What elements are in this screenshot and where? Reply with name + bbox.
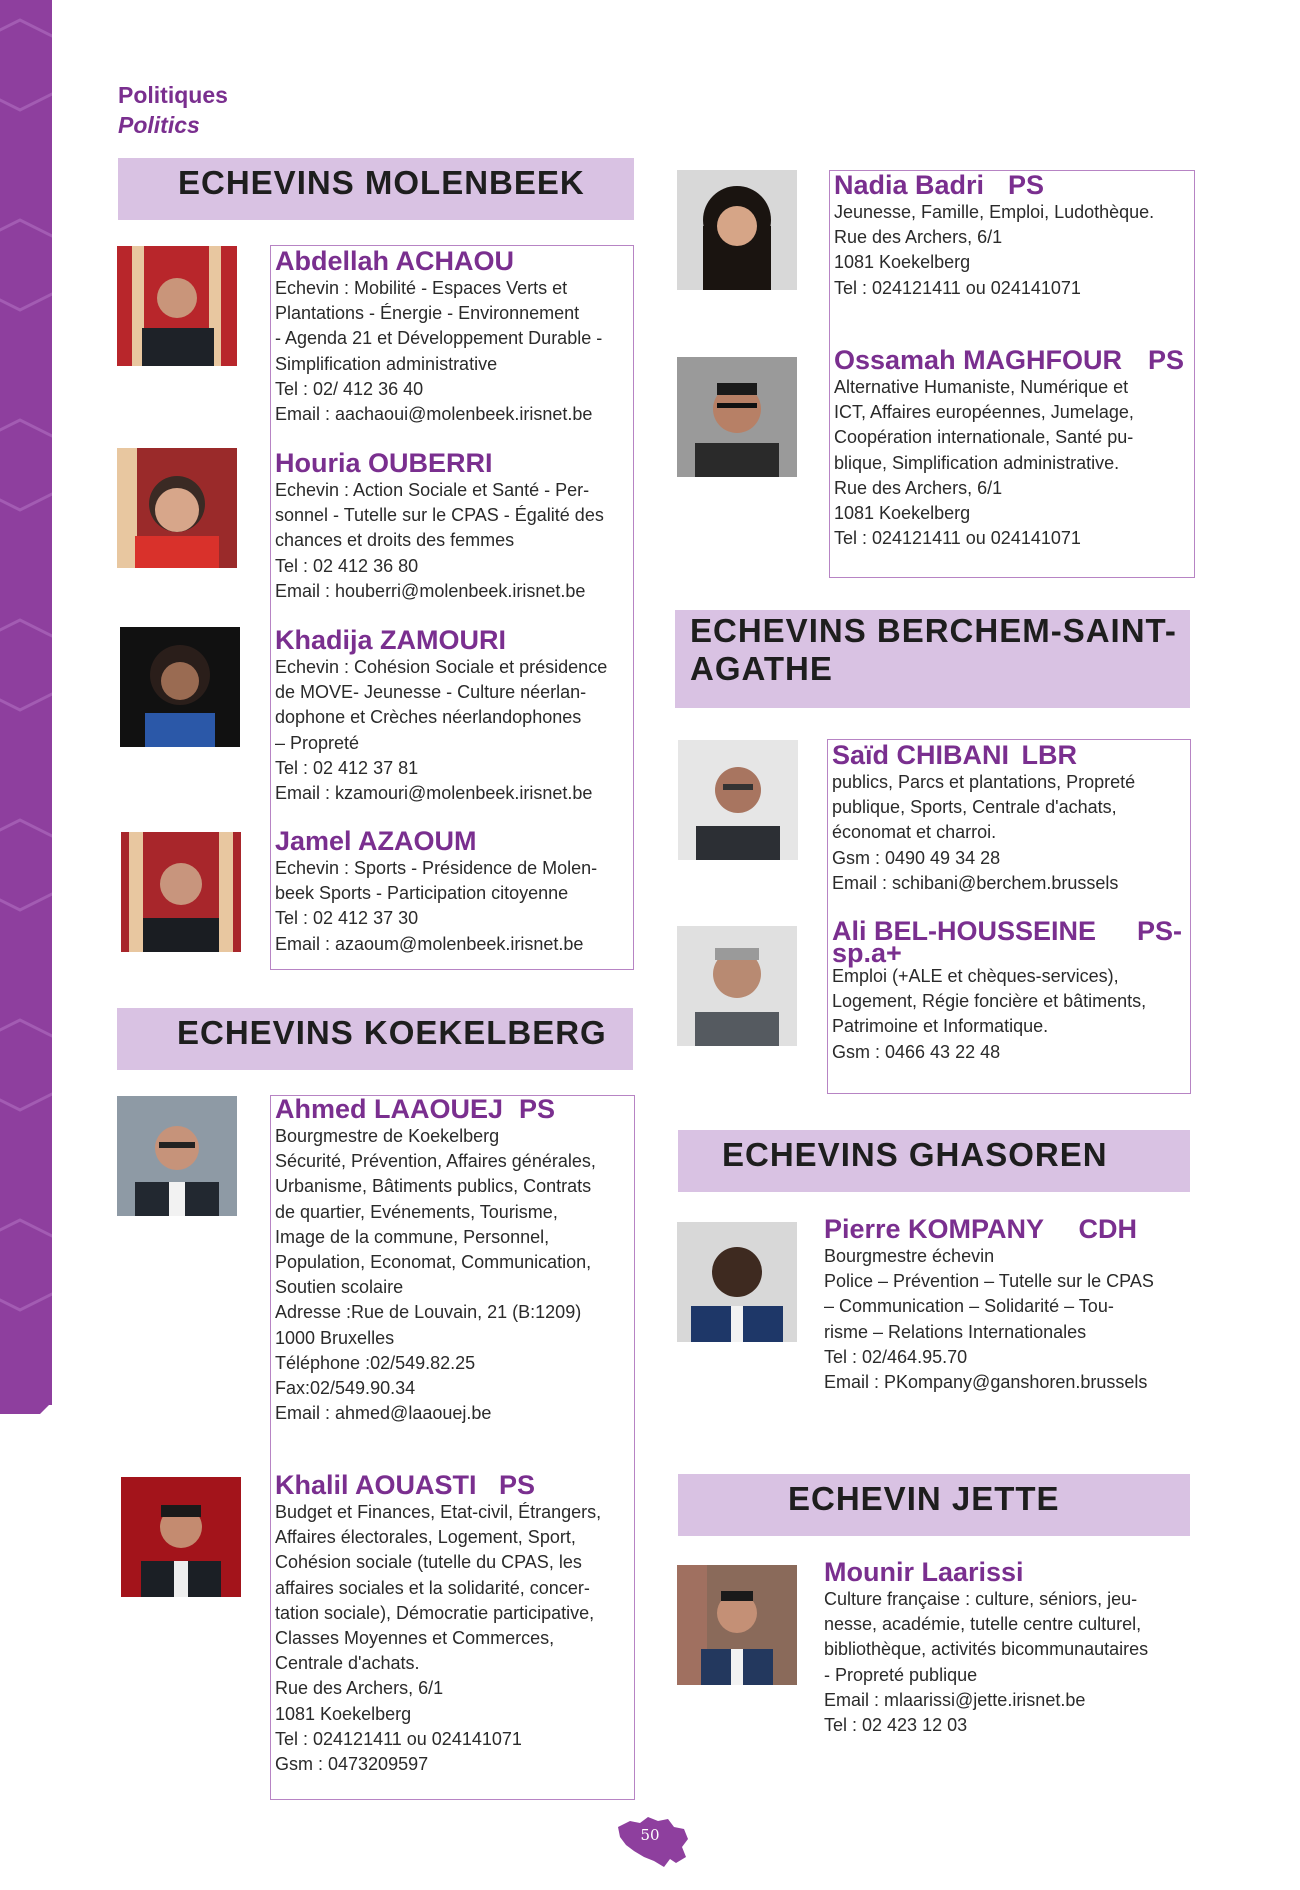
entry-ossamah-maghfour — [834, 345, 1190, 551]
detail-line: Patrimoine et Informatique. — [832, 1016, 1049, 1037]
phone: Tel : 02/ 412 36 40 — [275, 378, 424, 399]
entry-houria-ouberri — [275, 448, 630, 604]
detail-line: nesse, académie, tutelle centre culturel, — [824, 1614, 1142, 1635]
person-name: Houria OUBERRI — [275, 448, 493, 478]
detail-line: Plantations - Énergie - Environnement — [275, 303, 580, 324]
detail-line: Affaires électorales, Logement, Sport, — [275, 1527, 576, 1548]
detail-line: publics, Parcs et plantations, Propreté — [832, 772, 1136, 792]
address: Rue des Archers, 6/1 — [275, 1678, 444, 1699]
email[interactable]: Email : azaoum@molenbeek.irisnet.be — [275, 933, 584, 954]
entry-said-chibani — [832, 740, 1188, 896]
mobile: Gsm : 0466 43 22 48 — [832, 1041, 1001, 1062]
email[interactable]: Email : kzamouri@molenbeek.irisnet.be — [275, 783, 593, 804]
phone: Tel : 02 412 37 30 — [275, 908, 419, 929]
entry-pierre-kompany — [824, 1214, 1190, 1395]
section-title: ECHEVINS BERCHEM-SAINT- — [690, 612, 1177, 649]
phone: Tel : 024121411 ou 024141071 — [834, 277, 1081, 298]
detail-line: publique, Sports, Centrale d'achats, — [832, 797, 1117, 818]
person-name: Pierre KOMPANY — [824, 1214, 1045, 1244]
photo-ahmed-laaouej — [117, 1096, 237, 1216]
detail-line: Bourgmestre de Koekelberg — [275, 1126, 500, 1146]
email[interactable]: Email : aachaoui@molenbeek.irisnet.be — [275, 404, 593, 425]
photo-houria-ouberri — [117, 448, 237, 568]
person-name: Abdellah ACHAOU — [275, 246, 515, 276]
person-name: Ali BEL-HOUSSEINE — [832, 916, 1097, 946]
detail-line: – Propreté — [275, 732, 360, 753]
detail-line: Soutien scolaire — [275, 1277, 404, 1298]
photo-said-chibani — [678, 740, 798, 860]
detail-line: dophone et Crèches néerlandophones — [275, 707, 582, 728]
mobile: Gsm : 0490 49 34 28 — [832, 847, 1001, 868]
detail-line: ICT, Affaires européennes, Jumelage, — [834, 402, 1134, 423]
party-label: LBR — [1021, 740, 1077, 770]
phone: Tel : 02 412 36 80 — [275, 555, 419, 576]
phone: Tel : 024121411 ou 024141071 — [834, 528, 1081, 549]
person-name: Khadija ZAMOURI — [275, 625, 507, 655]
person-name: Nadia Badri — [834, 170, 985, 200]
phone: Téléphone :02/549.82.25 — [275, 1352, 476, 1373]
party-label: PS — [1007, 170, 1044, 200]
detail-line: - Propreté publique — [824, 1664, 978, 1685]
email[interactable]: Email : houberri@molenbeek.irisnet.be — [275, 580, 586, 601]
detail-line: tation sociale), Démocratie participative, — [275, 1602, 595, 1623]
address: Rue des Archers, 6/1 — [834, 477, 1003, 498]
detail-line: risme – Relations Internationales — [824, 1321, 1087, 1342]
detail-line: – Communication – Solidarité – Tou- — [824, 1296, 1114, 1317]
detail-line: Classes Moyennes et Commerces, — [275, 1628, 555, 1649]
email[interactable]: Email : ahmed@laaouej.be — [275, 1403, 492, 1424]
detail-line: blique, Simplification administrative. — [834, 452, 1120, 473]
sidebar-stripe — [0, 0, 52, 1405]
phone: Tel : 024121411 ou 024141071 — [275, 1728, 522, 1749]
entry-nadia-badri — [834, 170, 1190, 301]
photo-jamel-azaoum — [121, 832, 241, 952]
person-name: Ahmed LAAOUEJ — [275, 1094, 504, 1124]
detail-line: Coopération internationale, Santé pu- — [834, 427, 1134, 448]
photo-pierre-kompany — [677, 1222, 797, 1342]
detail-line: Jeunesse, Famille, Emploi, Ludothèque. — [834, 202, 1155, 222]
detail-line: Echevin : Action Sociale et Santé - Per- — [275, 480, 590, 500]
entry-ahmed-laaouej — [275, 1094, 631, 1426]
section-title: ECHEVINS MOLENBEEK — [178, 164, 585, 201]
address: Adresse :Rue de Louvain, 21 (B:1209) — [275, 1302, 582, 1323]
detail-line: économat et charroi. — [832, 822, 997, 843]
phone: Tel : 02/464.95.70 — [824, 1346, 968, 1367]
detail-line: sonnel - Tutelle sur le CPAS - Égalité des — [275, 505, 604, 526]
email[interactable]: Email : PKompany@ganshoren.brussels — [824, 1372, 1148, 1393]
entry-khalil-aouasti — [275, 1470, 631, 1777]
party-label: PS- — [1136, 916, 1182, 946]
photo-mounir-laarissi — [677, 1565, 797, 1685]
party-label: PS — [518, 1094, 555, 1124]
section-banner-molenbeek — [118, 158, 634, 220]
address: 1081 Koekelberg — [275, 1703, 412, 1724]
section-banner-koekelberg — [117, 1008, 633, 1070]
section-title: ECHEVINS GHASOREN — [722, 1136, 1108, 1173]
detail-line: - Agenda 21 et Développement Durable - — [275, 328, 603, 349]
hexagon-pattern — [0, 0, 52, 1405]
entry-abdellah-achaou — [275, 246, 630, 427]
detail-line: de MOVE- Jeunesse - Culture néerlan- — [275, 682, 587, 703]
phone: Tel : 02 423 12 03 — [824, 1715, 968, 1736]
detail-line: Emploi (+ALE et chèques-services), — [832, 966, 1119, 986]
detail-line: Echevin : Mobilité - Espaces Verts et — [275, 278, 568, 298]
section-banner-jette — [678, 1474, 1190, 1536]
detail-line: Alternative Humaniste, Numérique et — [834, 377, 1129, 397]
person-name: Ossamah MAGHFOUR — [834, 345, 1123, 375]
category-fr: Politiques — [118, 82, 228, 108]
person-name: Jamel AZAOUM — [275, 826, 477, 856]
detail-line: bibliothèque, activités bicommunautaires — [824, 1639, 1149, 1660]
detail-line: Population, Economat, Communication, — [275, 1252, 592, 1273]
detail-line: Logement, Régie foncière et bâtiments, — [832, 991, 1147, 1012]
address: Rue des Archers, 6/1 — [834, 227, 1003, 248]
detail-line: Police – Prévention – Tutelle sur le CPAS — [824, 1271, 1154, 1292]
detail-line: Culture française : culture, séniors, jeu- — [824, 1589, 1138, 1609]
detail-line: Echevin : Cohésion Sociale et présidence — [275, 657, 608, 677]
detail-line: de quartier, Evénements, Tourisme, — [275, 1201, 558, 1222]
person-name: Khalil AOUASTI — [275, 1470, 477, 1500]
section-title: ECHEVIN JETTE — [788, 1480, 1060, 1517]
mobile: Gsm : 0473209597 — [275, 1754, 429, 1775]
photo-ali-bel-housseine — [677, 926, 797, 1046]
entry-khadija-zamouri — [275, 625, 630, 806]
detail-line: Urbanisme, Bâtiments publics, Contrats — [275, 1176, 592, 1197]
detail-line: Budget et Finances, Etat-civil, Étrangers, — [275, 1502, 602, 1522]
section-banner-berchem — [675, 610, 1190, 708]
party-label: CDH — [1078, 1214, 1137, 1244]
detail-line: Centrale d'achats. — [275, 1653, 420, 1674]
page-number: 50 — [640, 1826, 660, 1844]
party-label: sp.a+ — [832, 938, 902, 968]
person-name: Saïd CHIBANI — [832, 740, 1010, 770]
detail-line: Cohésion sociale (tutelle du CPAS, les — [275, 1552, 582, 1573]
address: 1081 Koekelberg — [834, 503, 971, 524]
detail-line: affaires sociales et la solidarité, concer- — [275, 1577, 590, 1598]
entry-mounir-laarissi — [824, 1557, 1190, 1738]
sidebar-corner — [0, 1400, 52, 1414]
email[interactable]: Email : mlaarissi@jette.irisnet.be — [824, 1689, 1086, 1710]
address: 1000 Bruxelles — [275, 1327, 395, 1348]
detail-line: Simplification administrative — [275, 353, 498, 374]
detail-line: Sécurité, Prévention, Affaires générales, — [275, 1151, 596, 1172]
section-title: ECHEVINS KOEKELBERG — [177, 1014, 607, 1051]
category-header — [118, 80, 228, 140]
photo-nadia-badri — [677, 170, 797, 290]
section-banner-ghasoren — [678, 1130, 1190, 1192]
detail-line: Bourgmestre échevin — [824, 1246, 995, 1266]
photo-abdellah-achaou — [117, 246, 237, 366]
photo-khadija-zamouri — [120, 627, 240, 747]
category-en: Politics — [118, 112, 200, 138]
fax: Fax:02/549.90.34 — [275, 1378, 416, 1399]
party-label: PS — [1147, 345, 1184, 375]
person-name: Mounir Laarissi — [824, 1557, 1024, 1587]
entry-ali-bel-housseine — [832, 916, 1188, 1065]
address: 1081 Koekelberg — [834, 252, 971, 273]
detail-line: Image de la commune, Personnel, — [275, 1226, 550, 1247]
detail-line: chances et droits des femmes — [275, 530, 515, 551]
email[interactable]: Email : schibani@berchem.brussels — [832, 872, 1119, 893]
section-title: AGATHE — [690, 650, 833, 687]
detail-line: beek Sports - Participation citoyenne — [275, 883, 569, 904]
party-label: PS — [498, 1470, 535, 1500]
detail-line: Echevin : Sports - Présidence de Molen- — [275, 858, 598, 878]
photo-ossamah-maghfour — [677, 357, 797, 477]
photo-khalil-aouasti — [121, 1477, 241, 1597]
phone: Tel : 02 412 37 81 — [275, 757, 419, 778]
entry-jamel-azaoum — [275, 826, 630, 957]
